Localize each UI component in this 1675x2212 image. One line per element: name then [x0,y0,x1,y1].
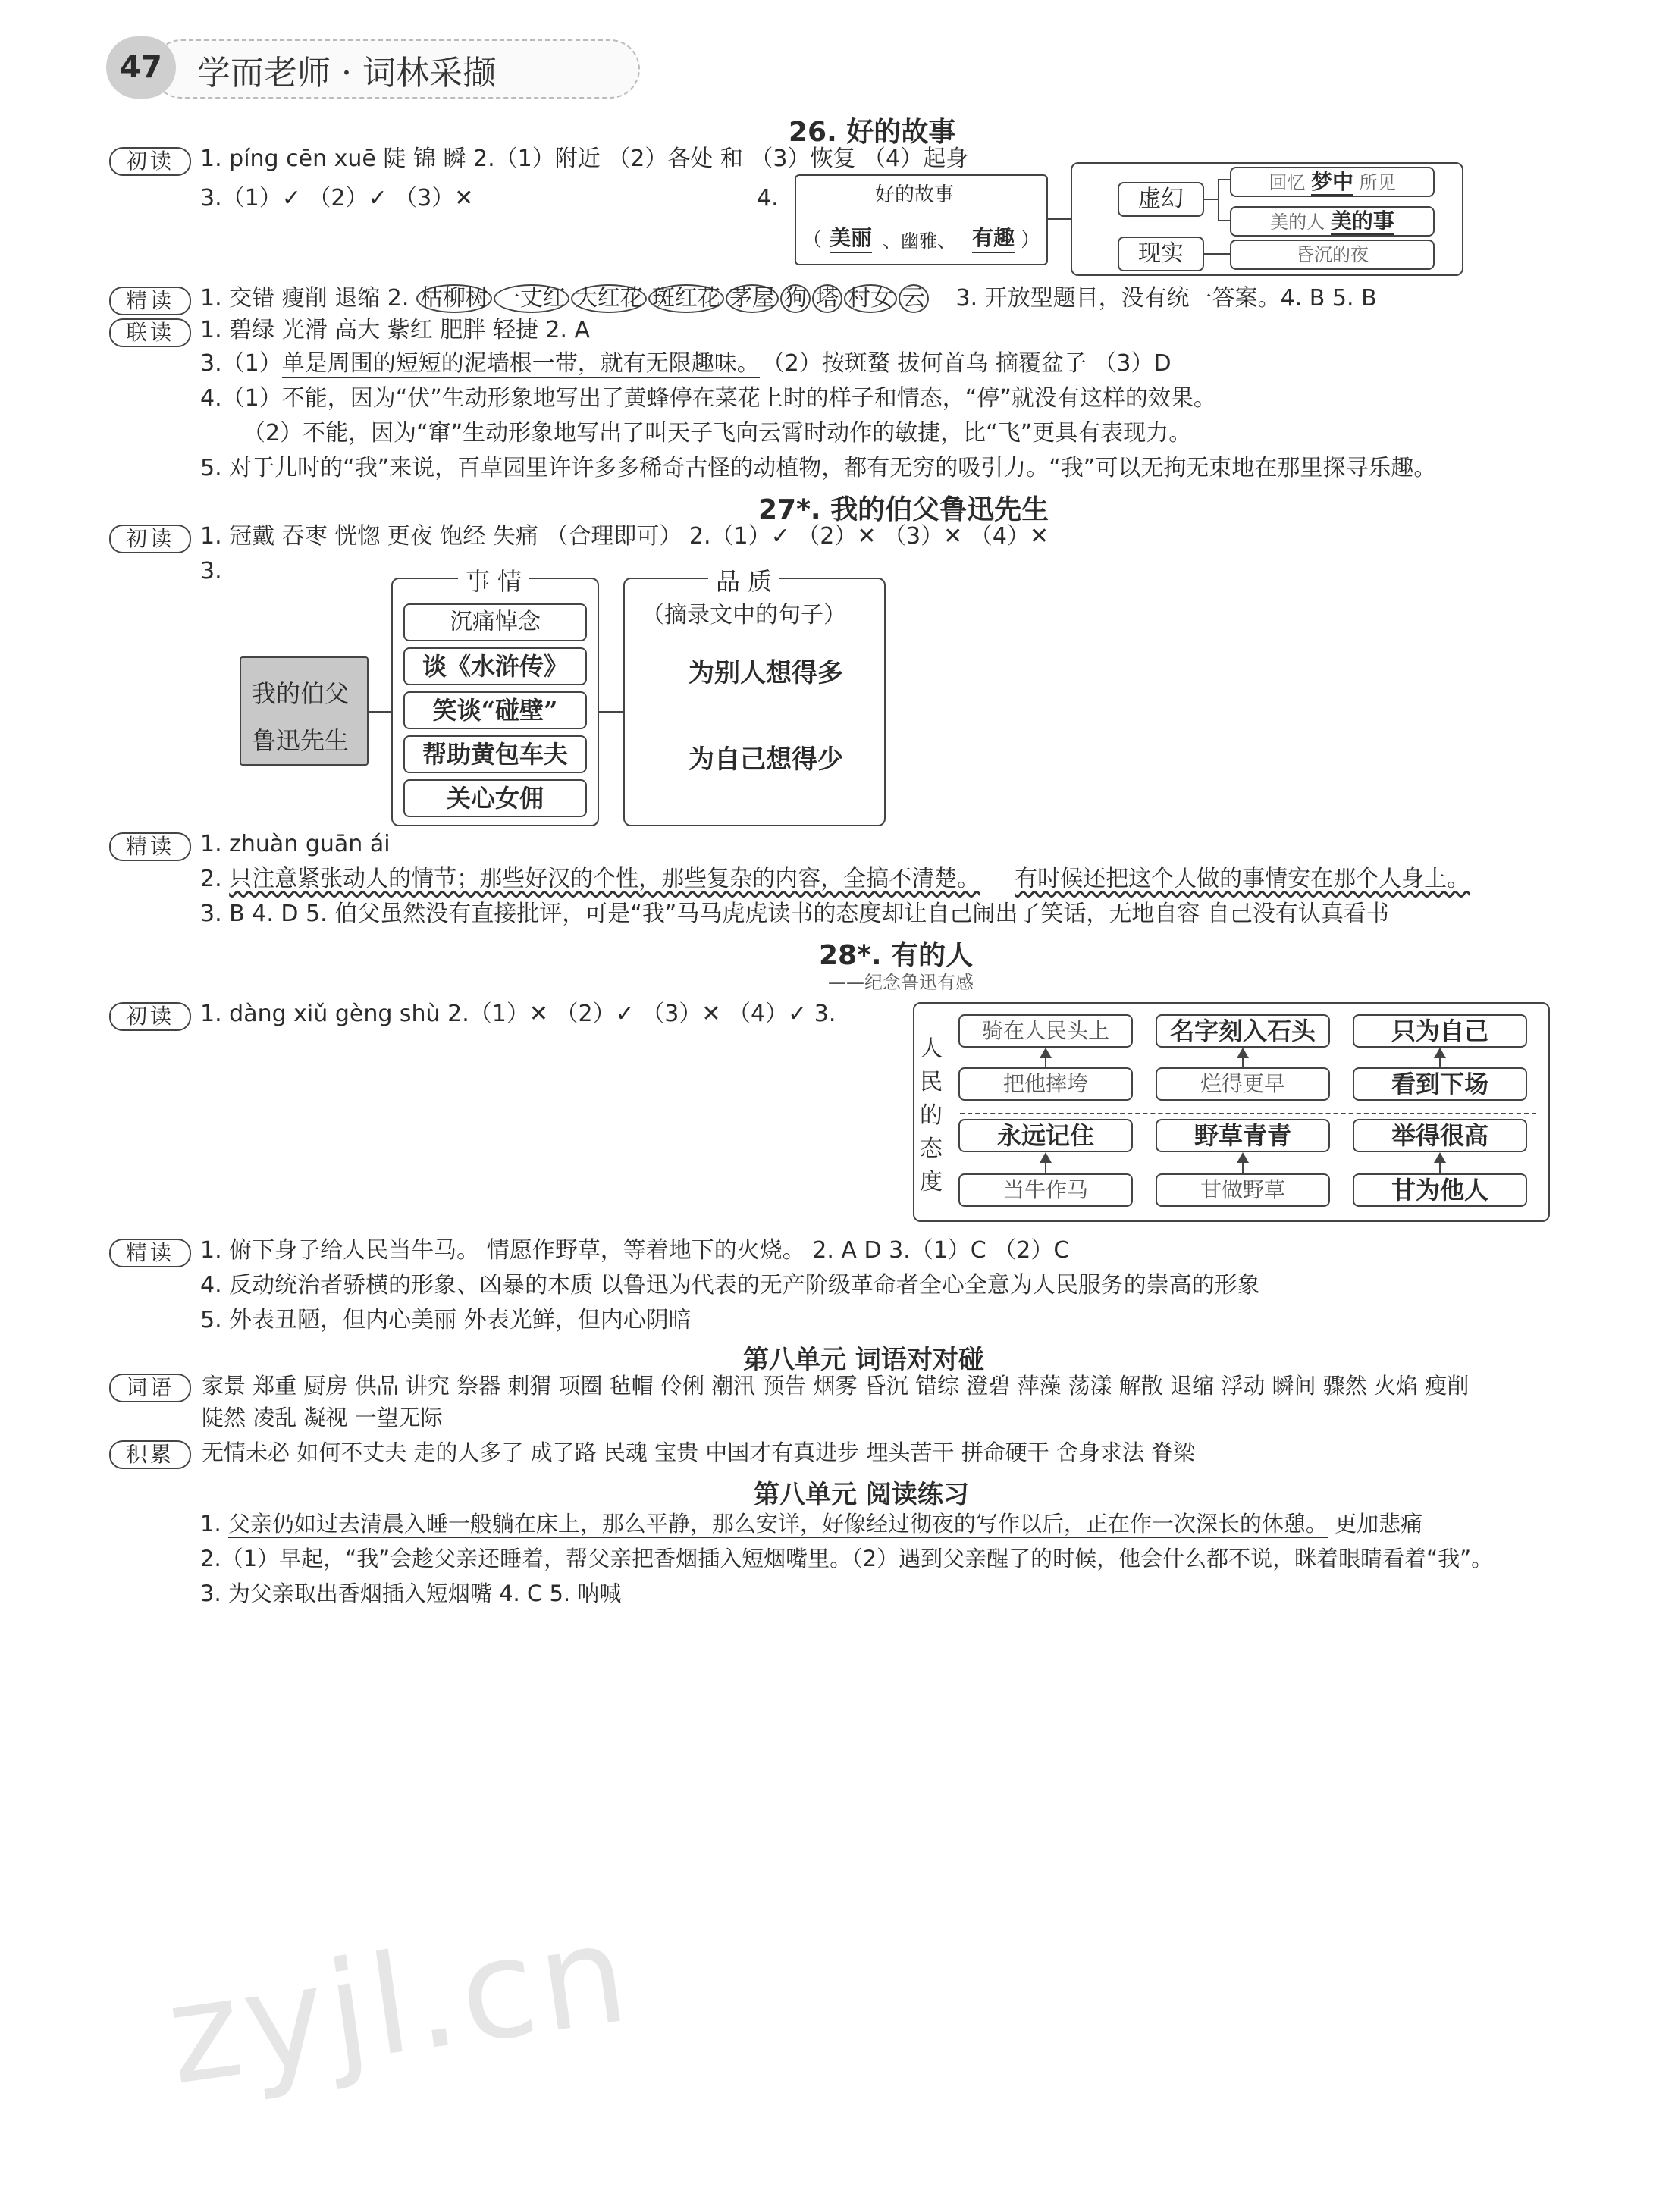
attitude-box [913,1002,1550,1222]
story-outer-box [1071,162,1463,276]
story-box-meili: 美丽 [830,221,872,253]
s26-chudu-line2: 3.（1）✓ （2）✓ （3）✕ [200,185,474,211]
arrow-shaft [1242,1161,1244,1173]
side-char: 民 [920,1069,943,1095]
read-line1: 1. 父亲仍如过去清晨入睡一般躺在床上，那么平静，那么安详，好像经过彻夜的写作以后，正在作一次深长的休憩。 更加悲痛 [200,1511,1423,1537]
s28-jingdu-line3: 5. 外表丑陋，但内心美丽 外表光鲜，但内心阴暗 [200,1307,692,1333]
quality-note: （摘录文中的句子） [641,602,846,628]
connector [369,711,391,713]
arrow-shaft [1439,1057,1441,1069]
arrow-up-icon [1237,1048,1249,1058]
circled-word: 村女 [844,284,897,313]
jilei-line1: 无情未必 如何不丈夫 走的人多了 成了路 民魂 宝贵 中国才有真进步 埋头苦干 拼命硬干 舍身求法 脊梁 [202,1440,1196,1465]
quality-sentence-1: 为别人想得多 [689,658,843,688]
story-box-lp: （ [802,229,823,252]
attitude-item: 甘做野草 [1156,1173,1330,1207]
arrow-shaft [1439,1161,1441,1173]
attitude-item: 甘为他人 [1353,1173,1527,1207]
tag-ciyu: 词语 [109,1374,191,1402]
events-heading: 事 情 [458,562,529,597]
tag-jilei: 积累 [109,1440,191,1469]
pill-xianshi: 现实 [1118,237,1204,271]
divider-dashed [960,1113,1536,1114]
header-brand: 学而老师 · 词林采撷 [197,54,496,92]
ciyu-line2: 陡然 凌乱 凝视 一望无际 [202,1405,443,1430]
tag-jingdu-26: 精读 [109,287,191,315]
root-line1: 我的伯父 [252,679,350,708]
attitude-item: 看到下场 [1353,1067,1527,1101]
arrow-shaft [1045,1057,1046,1069]
tag-chudu-27: 初读 [109,525,191,553]
attitude-item: 举得很高 [1353,1119,1527,1152]
attitude-item: 烂得更早 [1156,1067,1330,1101]
attitude-item: 当牛作马 [958,1173,1133,1207]
s26-chudu-line1: 1. píng cēn xuē 陡 锦 瞬 2.（1）附近 （2）各处 和 （3）恢复 （4）起身 [200,146,969,172]
connector [599,711,623,713]
story-box-youqu: 有趣 [972,221,1015,253]
arrow-shaft [1045,1161,1046,1173]
event-item: 帮助黄包车夫 [403,735,587,773]
s26-liandu-line4: （2）不能，因为“窜”生动形象地写出了叫天子飞向云霄时动作的敏捷，比“飞”更具有表现力。 [243,420,1192,446]
event-item: 关心女佣 [403,779,587,817]
s28-jingdu-line2: 4. 反动统治者骄横的形象、凶暴的本质 以鲁迅为代表的无产阶级革命者全心全意为人民服务的崇高的形象 [200,1272,1260,1299]
root-box [240,656,369,766]
connector [1204,199,1219,200]
s28-jingdu-line1: 1. 俯下身子给人民当牛马。 情愿作野草，等着地下的火烧。 2. A D 3.（1）C （2）C [200,1237,1070,1264]
quality-box [623,567,886,826]
tag-liandu: 联读 [109,318,191,347]
connector [1218,179,1219,221]
watermark: zyjl.cn [158,1894,641,2116]
arrow-up-icon [1237,1152,1249,1163]
attitude-item: 野草青青 [1156,1119,1330,1152]
connector [1218,220,1230,221]
circled-word: 大红花 [571,284,647,313]
arrow-up-icon [1434,1152,1446,1163]
s27-chudu-line2: 3. [200,558,222,584]
circled-word: 云 [899,284,929,313]
circled-word: 一丈红 [494,284,569,313]
side-char: 人 [920,1036,943,1062]
s26-liandu-line2: 3.（1）单是周围的短短的泥墙根一带，就有无限趣味。 （2）按斑蝥 拔何首乌 摘覆盆子 （3）D [200,350,1172,377]
side-char: 态 [920,1136,943,1162]
attitude-item: 永远记住 [958,1119,1133,1152]
attitude-item: 把他摔垮 [958,1067,1133,1101]
s27-jingdu-line3: 3. B 4. D 5. 伯父虽然没有直接批评，可是“我”马马虎虎读书的态度却让自己闹出了笑话，无地自容 自己没有认真看书 [200,901,1389,927]
pill-huiyi: 回忆 梦中 所见 [1230,167,1435,197]
page-header [106,36,531,99]
circled-word: 枯柳树 [416,284,492,313]
story-box-youya: 、幽雅、 [883,230,955,252]
s27-jingdu-line2: 2. 只注意紧张动人的情节；那些好汉的个性，那些复杂的内容，全搞不清楚。 有时候还把这个人做的事情安在那个人身上。 [200,866,1470,892]
read-line2: 2.（1）早起，“我”会趁父亲还睡着，帮父亲把香烟插入短烟嘴里。（2）遇到父亲醒了的时候，他会什么都不说，眯着眼睛看着“我”。 [200,1546,1494,1571]
lesson-27-title: 27*. 我的伯父鲁迅先生 [758,494,1049,525]
lesson-28-subtitle: ——纪念鲁迅有感 [828,972,974,993]
root-line2: 鲁迅先生 [252,726,350,755]
s26-q4-label: 4. [757,185,779,211]
tag-jingdu-27: 精读 [109,832,191,861]
connector [1048,218,1071,220]
ciyu-line1: 家景 郑重 厨房 供品 讲究 祭器 刺猬 项圈 毡帽 伶俐 潮汛 预告 烟雾 昏沉 错综 澄碧 萍藻 荡漾 解散 退缩 浮动 瞬间 骤然 火焰 瘦削 [202,1373,1470,1399]
unit8-read-title: 第八单元 阅读练习 [754,1480,969,1510]
circled-word: 斑红花 [648,284,724,313]
side-char: 的 [920,1102,943,1129]
read-line3: 3. 为父亲取出香烟插入短烟嘴 4. C 5. 呐喊 [200,1581,622,1606]
connector [1204,253,1230,255]
arrow-up-icon [1040,1048,1052,1058]
circled-word: 茅屋 [726,284,779,313]
event-item: 沉痛悼念 [403,603,587,641]
s28-chudu-line1: 1. dàng xiǔ gèng shù 2.（1）✕ （2）✓ （3）✕ （4）✓ 3. [200,1001,836,1027]
tag-chudu-28: 初读 [109,1002,191,1031]
circled-word: 塔 [812,284,842,313]
pill-xuhuan: 虚幻 [1118,182,1204,217]
page-number: 47 [120,50,162,85]
circled-word: 狗 [780,284,811,313]
s26-liandu-line1: 1. 碧绿 光滑 高大 紫红 肥胖 轻捷 2. A [200,317,591,343]
attitude-item: 名字刻入石头 [1156,1014,1330,1048]
s27-chudu-line1: 1. 冠戴 吞枣 恍惚 更夜 饱经 失痛 （合理即可） 2.（1）✓ （2）✕ （3）✕ （4）✕ [200,523,1049,550]
story-box-rp: ） [1021,229,1041,252]
tag-jingdu-28: 精读 [109,1239,191,1267]
quality-sentence-2: 为自己想得少 [689,744,843,775]
story-box [795,174,1048,265]
events-box [391,567,599,826]
attitude-item: 骑在人民头上 [958,1014,1133,1048]
page-number-badge [106,36,176,99]
s26-jingdu-line: 1. 交错 瘦削 退缩 2. 枯柳树 一丈红 大红花 斑红花 茅屋 狗 塔 村女 云 3. 开放型题目，没有统一答案。4. B 5. B [200,285,1377,312]
s27-jingdu-line1: 1. zhuàn guān ái [200,831,391,857]
s26-liandu-line3: 4.（1）不能，因为“伏”生动形象地写出了黄蜂停在菜花上时的样子和情态，“停”就没有这样的效果。 [200,385,1216,412]
pill-hunchen: 昏沉的夜 [1230,240,1435,270]
arrow-up-icon [1040,1152,1052,1163]
lesson-26-title: 26. 好的故事 [789,117,956,148]
unit8-ciyu-title: 第八单元 词语对对碰 [743,1345,984,1375]
pill-meide: 美的人 美的事 [1230,206,1435,237]
story-box-title: 好的故事 [875,183,955,206]
s26-liandu-line5: 5. 对于儿时的“我”来说，百草园里许许多多稀奇古怪的动植物，都有无穷的吸引力。“我”可以无拘无束地在那里探寻乐趣。 [200,455,1437,481]
quality-heading: 品 质 [708,562,779,597]
event-item: 谈《水浒传》 [403,647,587,685]
attitude-item: 只为自己 [1353,1014,1527,1048]
side-char: 度 [920,1169,943,1195]
tag-chudu-26: 初读 [109,147,191,176]
event-item: 笑谈“碰壁” [403,691,587,729]
arrow-up-icon [1434,1048,1446,1058]
connector [1218,179,1230,180]
arrow-shaft [1242,1057,1244,1069]
circled-words [416,285,930,312]
lesson-28-title: 28*. 有的人 [819,940,974,971]
